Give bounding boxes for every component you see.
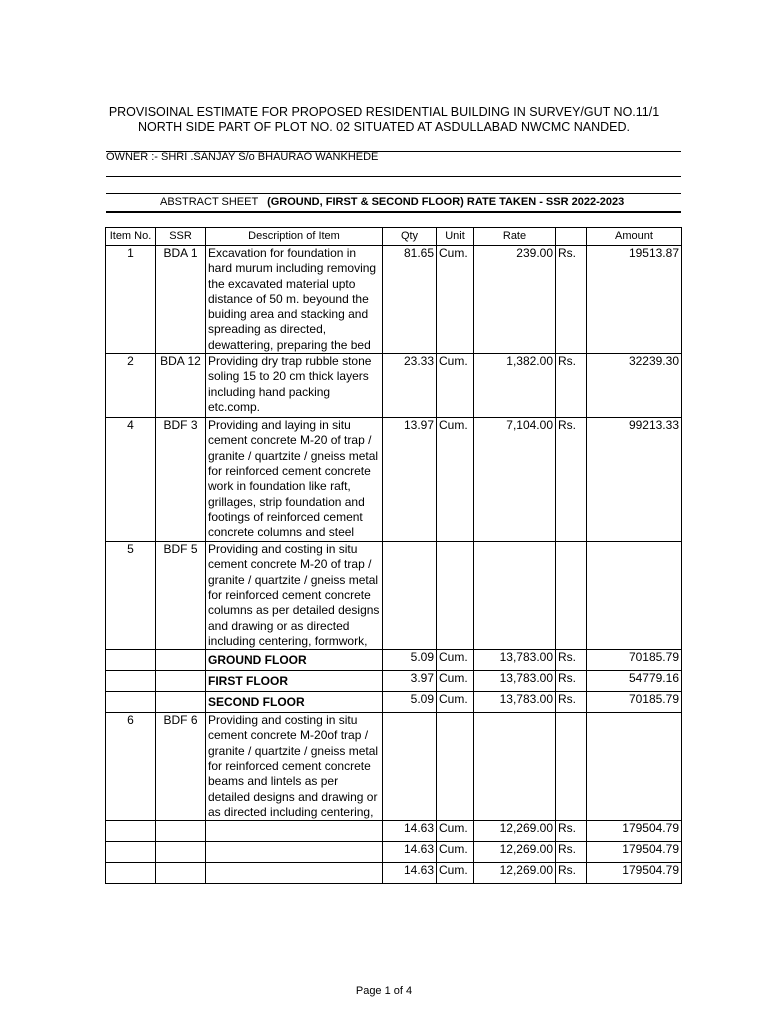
- cell-amount: 70185.79: [587, 692, 682, 713]
- cell-currency: [556, 542, 587, 650]
- cell-amount: 19513.87: [587, 246, 682, 354]
- cell-item-no: [106, 863, 156, 884]
- cell-rate: 12,269.00: [474, 821, 556, 842]
- abstract-top-rule: [106, 193, 681, 194]
- cell-qty: 13.97: [383, 418, 437, 542]
- cell-rate: [474, 542, 556, 650]
- cell-qty: [383, 713, 437, 821]
- col-header-item-no: Item No.: [106, 228, 156, 246]
- page-number: Page 1 of 4: [355, 985, 413, 997]
- table-row: [106, 542, 682, 650]
- cell-unit: Cum.: [437, 863, 474, 884]
- cell-qty: 5.09: [383, 650, 437, 671]
- cell-rate: 239.00: [474, 246, 556, 354]
- cell-ssr: BDF 5: [156, 542, 206, 650]
- abstract-label: ABSTRACT SHEET: [160, 196, 259, 208]
- cell-description: Providing and costing in situ cement concrete M-20 of trap / granite / quartzite / gneiss metal for reinforced cement concrete columns as per detailed designs and drawing or as directed including centering, formwork,: [206, 542, 383, 650]
- cell-ssr: [156, 650, 206, 671]
- cell-description: Providing and costing in situ cement concrete M-20of trap / granite / quartzite / gneiss metal for reinforced cement concrete beams and lintels as per detailed designs and drawing or as directed including centering,: [206, 713, 383, 821]
- cell-description-first-floor: FIRST FLOOR: [206, 671, 383, 692]
- cell-currency: Rs.: [556, 821, 587, 842]
- cell-ssr: [156, 692, 206, 713]
- table-row: [106, 863, 682, 884]
- cell-qty: 5.09: [383, 692, 437, 713]
- col-header-unit: Unit: [437, 228, 474, 246]
- cell-amount: 70185.79: [587, 650, 682, 671]
- col-header-description: Description of Item: [206, 228, 383, 246]
- owner-line: OWNER :- SHRI .SANJAY S/o BHAURAO WANKHEDE: [106, 151, 379, 163]
- cell-description-ground-floor: GROUND FLOOR: [206, 650, 383, 671]
- cell-amount: 32239.30: [587, 354, 682, 418]
- col-header-qty: Qty: [383, 228, 437, 246]
- cell-description: [206, 863, 383, 884]
- cell-qty: 3.97: [383, 671, 437, 692]
- cell-rate: 1,382.00: [474, 354, 556, 418]
- abstract-bold-text: (GROUND, FIRST & SECOND FLOOR) RATE TAKEN - SSR 2022-2023: [267, 196, 625, 208]
- cell-currency: Rs.: [556, 650, 587, 671]
- cell-unit: Cum.: [437, 821, 474, 842]
- cell-unit: Cum.: [437, 842, 474, 863]
- table-row: [106, 671, 682, 692]
- abstract-bottom-rule: [106, 211, 681, 213]
- col-header-ssr: SSR: [156, 228, 206, 246]
- cell-item-no: 1: [106, 246, 156, 354]
- cell-amount: 179504.79: [587, 863, 682, 884]
- table-row: [106, 713, 682, 821]
- cell-currency: Rs.: [556, 842, 587, 863]
- cell-ssr: [156, 863, 206, 884]
- cell-rate: [474, 713, 556, 821]
- cell-unit: [437, 542, 474, 650]
- cell-rate: 13,783.00: [474, 671, 556, 692]
- cell-amount: 179504.79: [587, 842, 682, 863]
- abstract-heading: [160, 196, 624, 208]
- cell-ssr: BDA 12: [156, 354, 206, 418]
- cell-description: [206, 842, 383, 863]
- cell-rate: 12,269.00: [474, 863, 556, 884]
- table-row: [106, 418, 682, 542]
- col-header-currency: [556, 228, 587, 246]
- cell-currency: Rs.: [556, 246, 587, 354]
- estimate-title-line2: NORTH SIDE PART OF PLOT NO. 02 SITUATED AT ASDULLABAD NWCMC NANDED.: [138, 120, 630, 134]
- estimate-title-line1: PROVISOINAL ESTIMATE FOR PROPOSED RESIDENTIAL BUILDING IN SURVEY/GUT NO.11/1: [108, 105, 660, 119]
- table-row: [106, 354, 682, 418]
- cell-ssr: BDF 6: [156, 713, 206, 821]
- cell-unit: Cum.: [437, 418, 474, 542]
- cell-amount: [587, 542, 682, 650]
- cell-qty: 23.33: [383, 354, 437, 418]
- cell-rate: 13,783.00: [474, 650, 556, 671]
- cell-ssr: [156, 671, 206, 692]
- table-row: [106, 650, 682, 671]
- cell-description: Providing dry trap rubble stone soling 15 to 20 cm thick layers including hand packing etc.comp.: [206, 354, 383, 418]
- owner-bottom-rule: [106, 176, 681, 177]
- cell-rate: 13,783.00: [474, 692, 556, 713]
- cell-rate: 7,104.00: [474, 418, 556, 542]
- cell-currency: Rs.: [556, 692, 587, 713]
- cell-item-no: [106, 650, 156, 671]
- cell-qty: [383, 542, 437, 650]
- cell-item-no: 5: [106, 542, 156, 650]
- cell-description-second-floor: SECOND FLOOR: [206, 692, 383, 713]
- cell-description: Excavation for foundation in hard murum including removing the excavated material upto distance of 50 m. beyound the buiding area and stacking and spreading as directed, dewattering, preparing the bed: [206, 246, 383, 354]
- cell-ssr: [156, 842, 206, 863]
- cell-qty: 14.63: [383, 842, 437, 863]
- cell-qty: 81.65: [383, 246, 437, 354]
- cell-item-no: [106, 692, 156, 713]
- cell-ssr: BDA 1: [156, 246, 206, 354]
- cell-description: [206, 821, 383, 842]
- cell-amount: [587, 713, 682, 821]
- cell-item-no: 4: [106, 418, 156, 542]
- cell-ssr: BDF 3: [156, 418, 206, 542]
- cell-currency: Rs.: [556, 671, 587, 692]
- cell-currency: [556, 713, 587, 821]
- table-row: [106, 246, 682, 354]
- cell-unit: Cum.: [437, 650, 474, 671]
- cell-ssr: [156, 821, 206, 842]
- cell-unit: Cum.: [437, 246, 474, 354]
- cell-amount: 99213.33: [587, 418, 682, 542]
- cell-currency: Rs.: [556, 418, 587, 542]
- cell-unit: Cum.: [437, 671, 474, 692]
- cell-item-no: [106, 821, 156, 842]
- cell-unit: [437, 713, 474, 821]
- cell-item-no: [106, 842, 156, 863]
- table-row: [106, 692, 682, 713]
- cell-currency: Rs.: [556, 354, 587, 418]
- cell-unit: Cum.: [437, 354, 474, 418]
- cell-item-no: [106, 671, 156, 692]
- cell-unit: Cum.: [437, 692, 474, 713]
- table-header-row: [106, 228, 682, 246]
- cell-description: Providing and laying in situ cement concrete M-20 of trap / granite / quartzite / gneiss metal for reinforced cement concrete work in foundation like raft, grillages, strip foundation and footings of reinforced cement concrete columns and steel: [206, 418, 383, 542]
- table-row: [106, 842, 682, 863]
- cell-item-no: 6: [106, 713, 156, 821]
- cell-amount: 54779.16: [587, 671, 682, 692]
- cell-qty: 14.63: [383, 863, 437, 884]
- cell-currency: Rs.: [556, 863, 587, 884]
- col-header-amount: Amount: [587, 228, 682, 246]
- cell-item-no: 2: [106, 354, 156, 418]
- cell-rate: 12,269.00: [474, 842, 556, 863]
- col-header-rate: Rate: [474, 228, 556, 246]
- cell-amount: 179504.79: [587, 821, 682, 842]
- table-row: [106, 821, 682, 842]
- abstract-table: [105, 227, 682, 884]
- cell-qty: 14.63: [383, 821, 437, 842]
